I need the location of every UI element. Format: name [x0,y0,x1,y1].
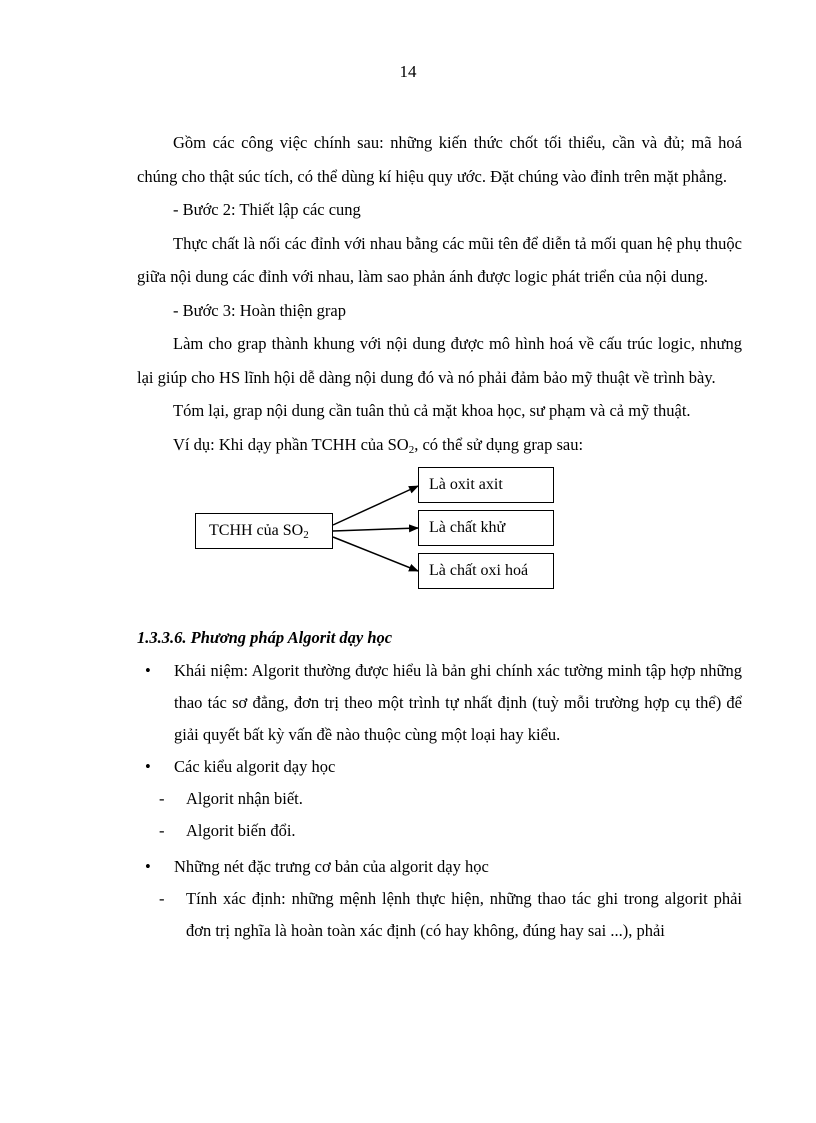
dash-item [137,815,742,847]
bullet-nhung-net [137,851,742,883]
arrow-to-chat-khu [333,528,418,531]
page-number: 14 [399,62,417,81]
example-subscript: 2 [408,443,415,456]
bullet-text: Khái niệm: Algorit thường được hiểu là bản ghi chính xác tường minh tập hợp những thao tác sơ đẳng, đơn trị theo một trình tự nhất định (tuỳ mỗi trường hợp cụ thể) để giải quyết bất kỳ vấn đề nào thuộc cùng một loại hay kiểu. [174,661,742,744]
target-box-oxit-axit: Là oxit axit [418,467,554,503]
bullet-mark: • [145,757,151,776]
paragraph-2: Thực chất là nối các đỉnh với nhau bằng các mũi tên để diễn tả mối quan hệ phụ thuộc giữa nội dung các đỉnh với nhau, làm sao phản ánh được logic phát triển của nội dung. [137,233,742,286]
section-heading: 1.3.3.6. Phương pháp Algorit dạy học [137,628,393,647]
source-subscript: 2 [303,529,309,541]
example-text-after: , có thể sử dụng grap sau: [414,434,584,454]
paragraph-1: Gồm các công việc chính sau: những kiến thức chốt tối thiểu, cần và đủ; mã hoá chúng cho thật súc tích, có thể dùng kí hiệu quy ước. Đặt chúng vào đỉnh trên mặt phẳng. [137,133,742,186]
bullet-khai-niem [137,655,742,751]
example-text-before: Ví dụ: Khi dạy phần TCHH của SO [173,434,409,454]
dash-text: Algorit biến đổi. [186,821,296,840]
arrow-to-chat-oxi-hoa [333,537,418,571]
example-line [137,428,742,462]
source-text: TCHH của SO [209,522,304,539]
dash-item [137,783,742,815]
bullet-text: Những nét đặc trưng cơ bản của algorit dạy học [174,857,489,876]
dash-mark: - [159,789,165,808]
source-box [195,513,333,549]
step-3-heading: - Bước 3: Hoàn thiện grap [173,300,347,320]
dash-item [137,883,742,947]
bullet-cac-kieu [137,751,742,783]
dash-mark: - [159,821,165,840]
paragraph-4: Tóm lại, grap nội dung cần tuân thủ cả mặt khoa học, sư phạm và cả mỹ thuật. [173,401,691,420]
bullet-text: Các kiểu algorit dạy học [174,757,336,776]
arrow-to-oxit-axit [333,486,418,525]
paragraph-3: Làm cho grap thành khung với nội dung được mô hình hoá về cấu trúc logic, nhưng lại giúp cho HS lĩnh hội dễ dàng nội dung đó và nó phải đảm bảo mỹ thuật về trình bày. [137,334,742,387]
target-box-chat-khu: Là chất khử [418,510,554,546]
dash-mark: - [159,889,165,908]
bullet-mark: • [145,857,151,876]
target-box-chat-oxi-hoa: Là chất oxi hoá [418,553,554,589]
bullet-mark: • [145,661,151,680]
step-2-heading: - Bước 2: Thiết lập các cung [173,200,361,219]
page-content [137,126,742,947]
dash-text: Algorit nhận biết. [186,789,303,808]
grap-diagram [137,467,742,615]
dash-text: Tính xác định: những mệnh lệnh thực hiện, những thao tác ghi trong algorit phải đơn trị nghĩa là hoàn toàn xác định (có hay không, đúng hay sai ...), phải [186,889,742,940]
